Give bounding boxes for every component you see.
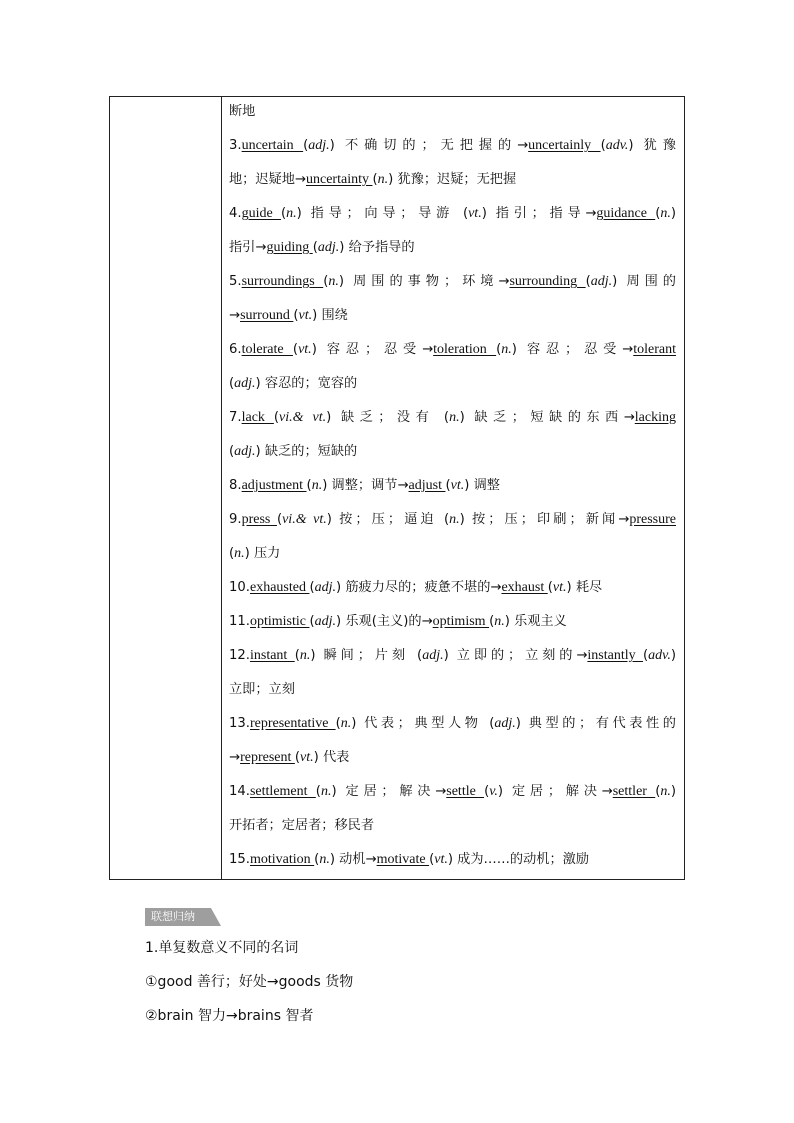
text-segment: 指引→ — [229, 240, 267, 255]
table-line — [229, 367, 676, 401]
part-of-speech: n. — [320, 784, 332, 799]
part-of-speech: adj. — [317, 240, 340, 255]
table-line — [229, 333, 676, 367]
text-segment: 3. — [229, 138, 242, 153]
vocab-word: settler — [612, 784, 656, 799]
part-of-speech: n. — [311, 478, 323, 493]
text-segment: ( — [445, 478, 451, 493]
text-segment: ( — [309, 580, 315, 595]
text-segment: ) 耗尽 — [566, 580, 603, 595]
vocab-word: pressure — [629, 512, 676, 527]
vocab-word: uncertain — [241, 138, 304, 153]
text-segment: ( — [294, 648, 300, 663]
text-segment: ) 筋疲力尽的；疲惫不堪的→ — [336, 580, 502, 595]
vocab-word: guidance — [596, 206, 656, 221]
text-segment: ( — [335, 716, 341, 731]
vocab-word: settle — [446, 784, 485, 799]
part-of-speech: adj. — [494, 716, 516, 731]
text-segment: ( — [484, 784, 490, 799]
part-of-speech: vi.& vt. — [279, 410, 327, 425]
text-segment: 10. — [229, 580, 250, 595]
section-tag — [145, 908, 221, 926]
vocab-word: instant — [249, 648, 295, 663]
part-of-speech: vt. — [298, 308, 313, 323]
text-segment: 断地 — [229, 104, 256, 119]
part-of-speech: vt. — [468, 206, 482, 221]
tag-label: 联想归纳 — [151, 910, 195, 923]
vocab-word: optimism — [432, 614, 490, 629]
text-segment: ) 代表；典型人物 ( — [351, 716, 495, 731]
text-segment: ( — [229, 546, 235, 561]
part-of-speech: adv. — [605, 138, 629, 153]
part-of-speech: adj. — [590, 274, 613, 289]
table-line — [229, 299, 676, 333]
text-segment: ( — [429, 852, 435, 867]
text-segment: ( — [273, 410, 280, 425]
part-of-speech: n. — [377, 172, 389, 187]
vocab-word: tolerate — [241, 342, 293, 357]
part-of-speech: n. — [660, 206, 671, 221]
part-of-speech: vt. — [298, 342, 312, 357]
text-segment: ) 周围的 — [612, 274, 676, 289]
vocab-word: guide — [241, 206, 281, 221]
text-segment: ) 周围的事物；环境→ — [338, 274, 510, 289]
text-segment: ) 缺乏；短缺的东西→ — [459, 410, 635, 425]
text-segment: 12. — [229, 648, 250, 663]
vocab-word: surround — [240, 308, 294, 323]
text-segment: ) — [670, 784, 677, 799]
part-of-speech: vt. — [450, 478, 465, 493]
vocab-word: surrounding — [509, 274, 586, 289]
text-segment: ( — [293, 308, 299, 323]
text-segment: ) — [670, 648, 676, 663]
text-segment: ) 容忍；忍受→ — [511, 342, 634, 357]
text-segment: ( — [280, 206, 287, 221]
part-of-speech: adv. — [648, 648, 671, 663]
part-of-speech: n. — [660, 784, 671, 799]
table-line — [229, 673, 676, 707]
text-segment: 8. — [229, 478, 242, 493]
table-line — [229, 469, 676, 503]
text-segment: ( — [315, 784, 321, 799]
part-of-speech: vt. — [552, 580, 567, 595]
text-segment: ) 乐观主义 — [504, 614, 567, 629]
vocab-word: lack — [241, 410, 274, 425]
text-segment: ) 给予指导的 — [339, 240, 415, 255]
part-of-speech: n. — [340, 716, 352, 731]
part-of-speech: n. — [286, 206, 297, 221]
table-column-divider — [221, 97, 222, 879]
table-line — [229, 775, 676, 809]
vocab-word: exhaust — [501, 580, 548, 595]
text-segment: ) 容忍的；宽容的 — [255, 376, 358, 391]
text-segment: ) 指引；指导→ — [481, 206, 597, 221]
vocab-word: instantly — [587, 648, 643, 663]
part-of-speech: n. — [449, 410, 460, 425]
vocab-word: adjustment — [241, 478, 307, 493]
text-segment: ) 按；压；逼迫 ( — [326, 512, 450, 527]
text-segment: 7. — [229, 410, 242, 425]
text-segment: ( — [309, 614, 315, 629]
text-segment: ) 动机→ — [329, 852, 377, 867]
list-item: ①good 善行；好处→goods 货物 — [145, 974, 354, 990]
section-heading: 1.单复数意义不同的名词 — [145, 940, 299, 956]
table-line — [229, 129, 676, 163]
table-line — [229, 605, 676, 639]
text-segment: ( — [312, 240, 318, 255]
text-segment: 9. — [229, 512, 242, 527]
text-segment: ( — [229, 444, 235, 459]
text-segment: 开拓者；定居者；移民者 — [229, 818, 375, 833]
text-segment: ) 调整；调节→ — [322, 478, 409, 493]
vocab-word: press — [241, 512, 277, 527]
table-line — [229, 265, 676, 299]
text-segment: ) 犹豫 — [628, 138, 676, 153]
text-segment: ( — [276, 512, 283, 527]
text-segment: ) 定居；解决→ — [331, 784, 447, 799]
text-segment: ) 立即的；立刻的→ — [443, 648, 588, 663]
text-segment: ( — [303, 138, 309, 153]
part-of-speech: n. — [234, 546, 245, 561]
text-segment: ) 压力 — [244, 546, 281, 561]
part-of-speech: adj. — [308, 138, 330, 153]
part-of-speech: n. — [319, 852, 330, 867]
table-line — [229, 809, 676, 843]
vocab-word: representative — [249, 716, 336, 731]
text-segment: ( — [489, 614, 495, 629]
table-line — [229, 401, 676, 435]
text-segment: ) 犹豫；迟疑；无把握 — [388, 172, 517, 187]
text-segment: ) 瞬间；片刻 ( — [310, 648, 423, 663]
table-line — [229, 639, 676, 673]
text-segment: 14. — [229, 784, 250, 799]
table-line — [229, 231, 676, 265]
text-segment: → — [229, 750, 241, 765]
text-segment: ( — [294, 750, 301, 765]
vocab-word: represent — [240, 750, 295, 765]
text-segment: ) 成为……的动机；激励 — [447, 852, 590, 867]
text-segment: ( — [655, 206, 661, 221]
vocab-word: toleration — [433, 342, 497, 357]
table-line — [229, 435, 676, 469]
vocab-word: settlement — [249, 784, 316, 799]
text-segment: ) 代表 — [313, 750, 350, 765]
text-segment: ) 定居；解决→ — [497, 784, 613, 799]
text-segment: ( — [229, 376, 235, 391]
vocab-word: motivate — [376, 852, 430, 867]
text-segment: ( — [314, 852, 320, 867]
text-segment: 15. — [229, 852, 250, 867]
vocab-word: uncertainty — [306, 172, 373, 187]
part-of-speech: vi.& vt. — [282, 512, 327, 527]
vocab-word: optimistic — [249, 614, 310, 629]
table-line — [229, 843, 676, 877]
part-of-speech: adj. — [314, 614, 337, 629]
part-of-speech: adj. — [234, 444, 256, 459]
text-segment: 5. — [229, 274, 242, 289]
text-segment: ( — [547, 580, 553, 595]
text-segment: 立即；立刻 — [229, 682, 295, 697]
text-segment: ( — [372, 172, 378, 187]
text-segment: ) 典型的；有代表性的 — [515, 716, 676, 731]
table-line — [229, 741, 676, 775]
vocab-word: tolerant — [633, 342, 676, 357]
table-line — [229, 707, 676, 741]
table-line — [229, 571, 676, 605]
part-of-speech: n. — [501, 342, 512, 357]
part-of-speech: adj. — [234, 376, 256, 391]
text-segment: 地；迟疑地→ — [229, 172, 306, 187]
vocab-word: uncertainly — [528, 138, 601, 153]
text-segment: ) 缺乏；没有 ( — [326, 410, 450, 425]
text-segment: ) 不确切的；无把握的→ — [329, 138, 529, 153]
text-segment: 6. — [229, 342, 242, 357]
table-line — [229, 537, 676, 571]
text-segment: 4. — [229, 206, 242, 221]
list-item: ②brain 智力→brains 智者 — [145, 1008, 314, 1024]
text-segment: ) 乐观(主义)的→ — [336, 614, 433, 629]
text-segment: ) 围绕 — [312, 308, 348, 323]
part-of-speech: adj. — [422, 648, 444, 663]
text-segment: ( — [292, 342, 299, 357]
vocab-word: motivation — [249, 852, 315, 867]
table-line — [229, 95, 676, 129]
part-of-speech: n. — [328, 274, 339, 289]
vocab-word: lacking — [634, 410, 676, 425]
vocab-word: guiding — [266, 240, 313, 255]
text-segment: ) 指导；向导；导游 ( — [296, 206, 469, 221]
text-segment: ) 调整 — [464, 478, 500, 493]
table-line — [229, 197, 676, 231]
text-segment: 11. — [229, 614, 250, 629]
part-of-speech: n. — [299, 648, 311, 663]
vocab-word: adjust — [408, 478, 446, 493]
text-segment: ( — [323, 274, 329, 289]
text-segment: 13. — [229, 716, 250, 731]
part-of-speech: n. — [494, 614, 505, 629]
text-segment: ( — [306, 478, 312, 493]
text-segment: ( — [655, 784, 661, 799]
vocab-word: exhausted — [249, 580, 310, 595]
text-segment: → — [229, 308, 241, 323]
vocab-word: surroundings — [241, 274, 324, 289]
text-segment: ( — [600, 138, 606, 153]
table-line — [229, 503, 676, 537]
table-line — [229, 163, 676, 197]
text-segment: ) 容忍；忍受→ — [311, 342, 434, 357]
text-segment: ( — [642, 648, 649, 663]
vocabulary-table — [109, 96, 685, 880]
text-segment: ) 按；压；印刷；新闻→ — [459, 512, 630, 527]
text-segment: ) 缺乏的；短缺的 — [255, 444, 358, 459]
text-segment: ( — [496, 342, 502, 357]
part-of-speech: vt. — [300, 750, 314, 765]
part-of-speech: vt. — [434, 852, 448, 867]
part-of-speech: v. — [489, 784, 498, 799]
text-segment: ) — [670, 206, 676, 221]
part-of-speech: n. — [449, 512, 460, 527]
part-of-speech: adj. — [314, 580, 337, 595]
text-segment: ( — [585, 274, 591, 289]
